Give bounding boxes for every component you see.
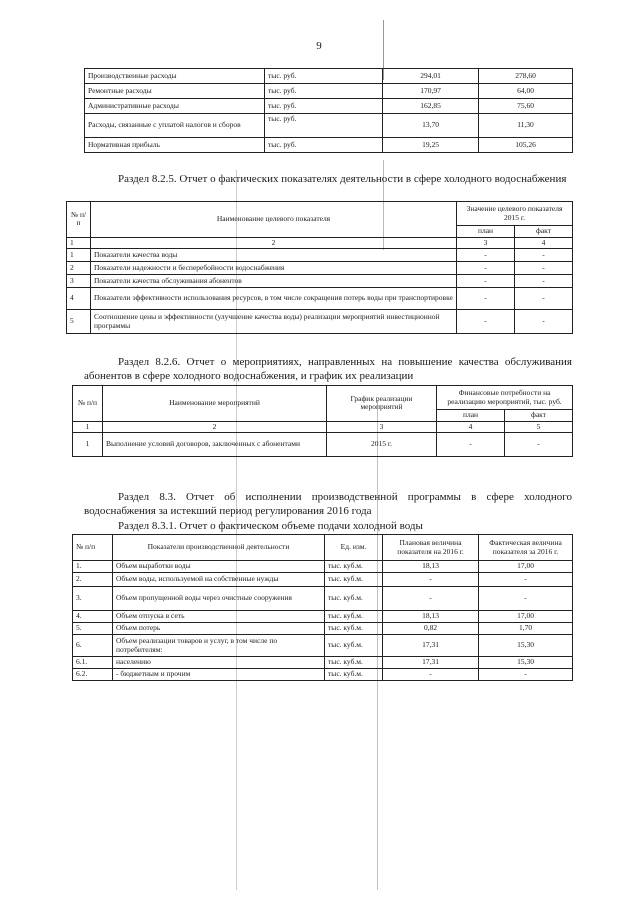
row-unit: тыс. куб.м. <box>325 657 383 669</box>
scan-artifact <box>236 170 237 890</box>
table-row <box>85 69 573 84</box>
expense-fact: 64,00 <box>479 84 573 99</box>
col-schedule-header: График реализации мероприятий <box>327 386 437 422</box>
expense-plan: 170,97 <box>383 84 479 99</box>
row-name: Объем потерь <box>113 623 325 635</box>
row-plan: - <box>437 433 505 457</box>
section-83-heading: Раздел 8.3. Отчет об исполнении производственной программы в сфере холодного водоснабжения за истекший период регулирования 2016 года <box>84 491 572 517</box>
table-header-row <box>73 535 573 561</box>
expense-fact: 11,30 <box>479 114 573 138</box>
table-header-row <box>67 202 573 226</box>
row-num: 6. <box>73 635 113 657</box>
row-num: 4. <box>73 611 113 623</box>
expense-plan: 162,85 <box>383 99 479 114</box>
row-name: Показатели надежности и бесперебойности водоснабжения <box>91 262 457 275</box>
row-fact: - <box>479 573 573 587</box>
expense-plan: 13,70 <box>383 114 479 138</box>
expense-name: Нормативная прибыль <box>85 138 265 153</box>
table-row <box>73 573 573 587</box>
row-plan: - <box>457 262 515 275</box>
row-num: 1 <box>73 433 103 457</box>
row-name: Показатели качества воды <box>91 249 457 262</box>
row-fact: - <box>479 669 573 681</box>
section-831-heading: Раздел 8.3.1. Отчет о фактическом объеме подачи холодной воды <box>118 520 423 532</box>
row-name: Объем пропущенной воды через очистные сооружения <box>113 587 325 611</box>
table-row <box>67 310 573 334</box>
expense-plan: 19,25 <box>383 138 479 153</box>
row-plan: - <box>383 573 479 587</box>
table-row <box>73 623 573 635</box>
scan-artifact <box>383 20 384 80</box>
row-plan: - <box>457 275 515 288</box>
col-index: 4 <box>515 237 573 249</box>
table-row <box>73 587 573 611</box>
expense-plan: 294,01 <box>383 69 479 84</box>
col-plan-header: план <box>457 226 515 238</box>
table-row <box>73 635 573 657</box>
row-plan: 17,31 <box>383 657 479 669</box>
row-unit: тыс. куб.м. <box>325 611 383 623</box>
row-unit: тыс. куб.м. <box>325 623 383 635</box>
table-row <box>73 611 573 623</box>
table-row <box>85 114 573 138</box>
row-fact: 17,00 <box>479 611 573 623</box>
scan-artifact <box>383 160 384 250</box>
row-num: 6.1. <box>73 657 113 669</box>
scan-artifact <box>377 400 378 890</box>
col-fact-header: факт <box>515 226 573 238</box>
expense-name: Расходы, связанные с уплатой налогов и сборов <box>85 114 265 138</box>
row-num: 2 <box>67 262 91 275</box>
row-name: Объем воды, используемой на собственные нужды <box>113 573 325 587</box>
expense-unit: тыс. руб. <box>265 138 383 153</box>
row-unit: тыс. куб.м. <box>325 587 383 611</box>
section-825-heading: Раздел 8.2.5. Отчет о фактических показателях деятельности в сфере холодного водоснабжения <box>118 173 567 185</box>
row-fact: 15,30 <box>479 635 573 657</box>
row-fact: - <box>515 288 573 310</box>
row-num: 5. <box>73 623 113 635</box>
table-index-row <box>73 421 573 433</box>
row-name: Соотношение цены и эффективности (улучшение качества воды) реализации мероприятий инвестиционной программы <box>91 310 457 334</box>
col-plan-header: Плановая величина показателя на 2016 г. <box>383 535 479 561</box>
row-fact: 1,70 <box>479 623 573 635</box>
col-name-header: Наименование мероприятий <box>103 386 327 422</box>
expense-fact: 105,26 <box>479 138 573 153</box>
col-need-header: Финансовые потребности на реализацию мероприятий, тыс. руб. <box>437 386 573 410</box>
row-plan: 17,31 <box>383 635 479 657</box>
page-number: 9 <box>316 40 322 52</box>
col-index: 2 <box>103 421 327 433</box>
row-name: населению <box>113 657 325 669</box>
table-row <box>67 249 573 262</box>
row-name: Показатели эффективности использования ресурсов, в том числе сокращения потерь воды при транспортировке <box>91 288 457 310</box>
col-index: 4 <box>437 421 505 433</box>
col-fact-header: факт <box>505 410 573 422</box>
row-name: - бюджетным и прочим <box>113 669 325 681</box>
row-name: Показатели качества обслуживания абонентов <box>91 275 457 288</box>
row-num: 1 <box>67 249 91 262</box>
row-num: 6.2. <box>73 669 113 681</box>
col-num-header: № п/п <box>73 535 113 561</box>
expense-name: Ремонтные расходы <box>85 84 265 99</box>
col-index: 1 <box>73 421 103 433</box>
row-plan: - <box>457 310 515 334</box>
target-indicators-table <box>66 201 573 334</box>
row-fact: - <box>505 433 573 457</box>
table-row <box>67 288 573 310</box>
expense-name: Производственные расходы <box>85 69 265 84</box>
expense-unit: тыс. руб. <box>265 69 383 84</box>
row-fact: 15,30 <box>479 657 573 669</box>
col-index: 1 <box>67 237 91 249</box>
row-plan: 0,82 <box>383 623 479 635</box>
expenses-table <box>84 68 573 153</box>
row-fact: - <box>515 275 573 288</box>
col-index: 2 <box>91 237 457 249</box>
expense-unit: тыс. руб. <box>265 84 383 99</box>
table-row <box>67 262 573 275</box>
col-index: 3 <box>457 237 515 249</box>
section-826-heading: Раздел 8.2.6. Отчет о мероприятиях, направленных на повышение качества обслуживания абонентов в сфере холодного водоснабжения, и график их реализации <box>84 356 572 382</box>
row-num: 3 <box>67 275 91 288</box>
row-num: 2. <box>73 573 113 587</box>
row-num: 4 <box>67 288 91 310</box>
table-row <box>85 84 573 99</box>
expense-unit: тыс. руб. <box>265 99 383 114</box>
row-name: Объем реализации товаров и услуг, в том числе по потребителям: <box>113 635 325 657</box>
expense-unit: тыс. руб. <box>265 114 383 138</box>
expense-fact: 75,60 <box>479 99 573 114</box>
row-unit: тыс. куб.м. <box>325 669 383 681</box>
row-num: 3. <box>73 587 113 611</box>
row-name: Объем отпуска в сеть <box>113 611 325 623</box>
table-header-row <box>73 386 573 410</box>
row-fact: - <box>515 310 573 334</box>
col-name-header: Наименование целевого показателя <box>91 202 457 238</box>
table-row <box>73 561 573 573</box>
table-index-row <box>67 237 573 249</box>
col-plan-header: план <box>437 410 505 422</box>
row-num: 1. <box>73 561 113 573</box>
col-unit-header: Ед. изм. <box>325 535 383 561</box>
row-unit: тыс. куб.м. <box>325 635 383 657</box>
expense-fact: 278,60 <box>479 69 573 84</box>
row-plan: 18,13 <box>383 561 479 573</box>
col-fact-header: Фактическая величина показателя за 2016 г. <box>479 535 573 561</box>
row-schedule: 2015 г. <box>327 433 437 457</box>
table-row <box>85 99 573 114</box>
row-plan: 18,13 <box>383 611 479 623</box>
row-unit: тыс. куб.м. <box>325 561 383 573</box>
row-plan: - <box>383 669 479 681</box>
col-value-header: Значение целевого показателя 2015 г. <box>457 202 573 226</box>
table-row <box>73 433 573 457</box>
table-row <box>73 669 573 681</box>
row-plan: - <box>457 249 515 262</box>
row-fact: - <box>515 249 573 262</box>
row-fact: - <box>479 587 573 611</box>
row-name: Объем выработки воды <box>113 561 325 573</box>
col-index: 3 <box>327 421 437 433</box>
row-plan: - <box>457 288 515 310</box>
table-row <box>85 138 573 153</box>
row-num: 5 <box>67 310 91 334</box>
col-name-header: Показатели производственной деятельности <box>113 535 325 561</box>
table-row <box>67 275 573 288</box>
row-fact: 17,00 <box>479 561 573 573</box>
expense-name: Административные расходы <box>85 99 265 114</box>
col-index: 5 <box>505 421 573 433</box>
row-plan: - <box>383 587 479 611</box>
col-num-header: № п/п <box>67 202 91 238</box>
row-unit: тыс. куб.м. <box>325 573 383 587</box>
table-row <box>73 657 573 669</box>
row-name: Выполнение условий договоров, заключенных с абонентами <box>103 433 327 457</box>
row-fact: - <box>515 262 573 275</box>
cold-water-volume-table <box>72 534 573 681</box>
col-num-header: № п/п <box>73 386 103 422</box>
service-measures-table <box>72 385 573 457</box>
